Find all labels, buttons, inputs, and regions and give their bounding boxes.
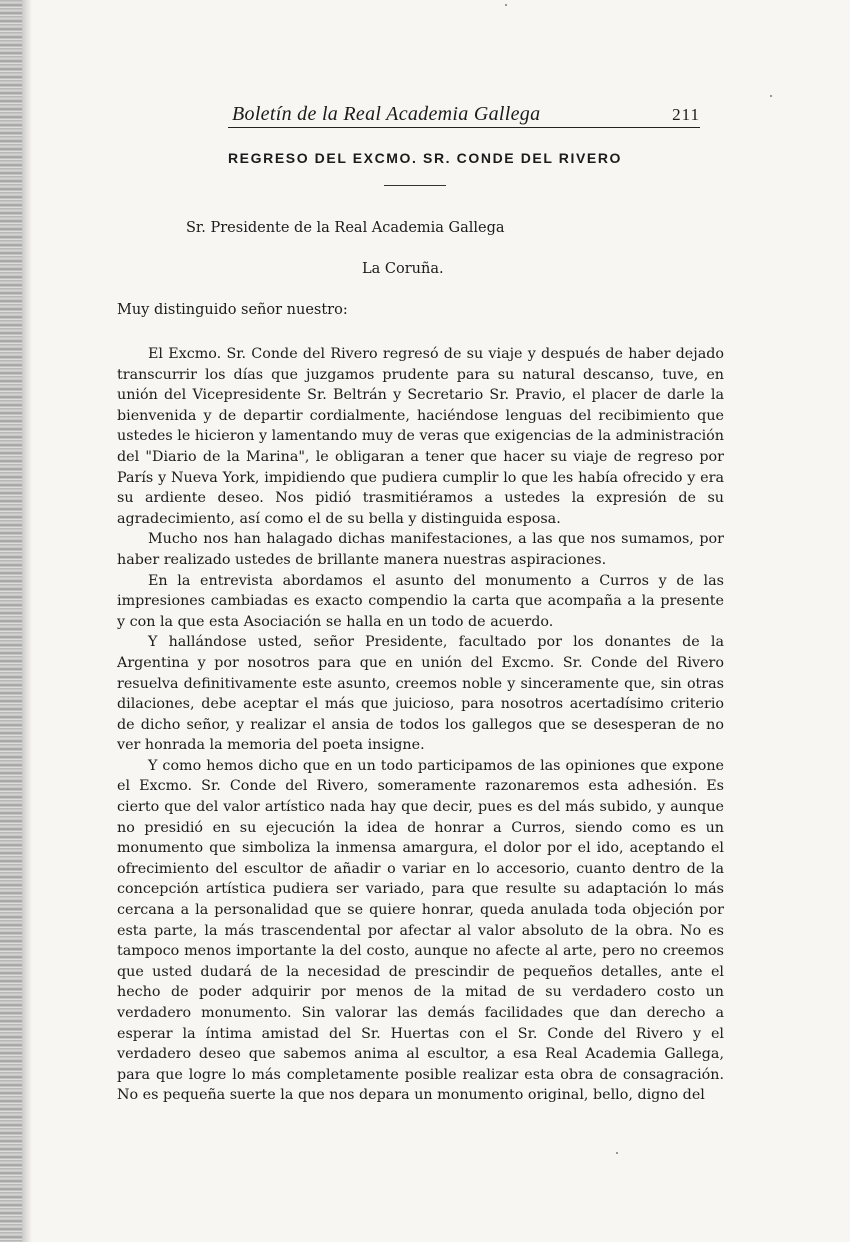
paragraph: En la entrevista abordamos el asunto del monumento a Curros y de las impresiones cambiadas es exacto compendio la carta que acompaña a la presente y con la que esta Asociación se halla en un todo de acuerdo. <box>117 572 724 630</box>
paragraph: El Excmo. Sr. Conde del Rivero regresó de su viaje y después de haber dejado transcurrir los días que juzgamos prudente para su natural descanso, tuve, en unión del Vicepresidente Sr. Beltrán y Secretario Sr. Pravio, el placer de darle la bienvenida y de departir cordialmente, haciéndose lenguas del recibimiento que ustedes le hicieron y lamentando muy de veras que exigencias de la administración del "Diario de la Marina", le obligaran a tener que hacer su viaje de regreso por París y Nueva York, impidiendo que pudiera cumplir lo que les había ofrecido y era su ardiente deseo. Nos pidió trasmitiéramos a ustedes la expresión de su agradecimiento, así como el de su bella y distinguida esposa. <box>117 346 724 527</box>
page-header <box>228 103 700 128</box>
article-title: REGRESO DEL EXCMO. SR. CONDE DEL RIVERO <box>227 150 623 166</box>
letter-body <box>117 344 724 1106</box>
scan-speck <box>770 95 772 97</box>
letter-addressee: Sr. Presidente de la Real Academia Gallega <box>186 220 505 236</box>
letter-salutation: Muy distinguido señor nuestro: <box>117 302 348 318</box>
running-title: Boletín de la Real Academia Gallega <box>232 103 541 125</box>
scan-speck <box>505 4 507 6</box>
paragraph: Y hallándose usted, señor Presidente, facultado por los donantes de la Argentina y por nosotros para que en unión del Excmo. Sr. Conde del Rivero resuelva definitivamente este asunto, creemos noble y sinceramente que, sin otras dilaciones, debe aceptar el más que juicioso, para nosotros acertadísimo criterio de dicho señor, y realizar el ansia de todos los gallegos que se desesperan de no ver honrada la memoria del poeta insigne. <box>117 634 724 754</box>
book-binding-edge <box>0 0 22 1242</box>
scan-speck <box>616 1152 618 1154</box>
letter-place: La Coruña. <box>362 261 444 277</box>
title-divider <box>384 185 446 186</box>
paragraph: Mucho nos han halagado dichas manifestaciones, a las que nos sumamos, por haber realizado ustedes de brillante manera nuestras aspiraciones. <box>117 531 724 568</box>
binding-shadow <box>22 0 32 1242</box>
paragraph: Y como hemos dicho que en un todo participamos de las opiniones que expone el Excmo. Sr. Conde del Rivero, someramente razonaremos esta adhesión. Es cierto que del valor artístico nada hay que decir, pues es del más subido, y aunque no presidió en su ejecución la idea de honrar a Curros, siendo como es un monumento que simboliza la inmensa amargura, el dolor por el ido, aceptando el ofrecimiento del escultor de añadir o variar en lo accesorio, cuanto dentro de la concepción artística pudiera ser variado, para que resulte su adaptación lo más cercana a la personalidad que se quiere honrar, queda anulada toda objeción por esta parte, la más trascendental por afectar al valor absoluto de la obra. No es tampoco menos importante la del costo, aunque no afecte al arte, pero no creemos que usted dudará de la necesidad de prescindir de pequeños detalles, ante el hecho de poder adquirir por menos de la mitad de su verdadero costo un verdadero monumento. Sin valorar las demás facilidades que dan derecho a esperar la íntima amistad del Sr. Huertas con el Sr. Conde del Rivero y el verdadero deseo que sabemos anima al escultor, a esa Real Academia Gallega, para que logre lo más completamente posible realizar esta obra de consagración. No es pequeña suerte la que nos depara un monumento original, bello, digno del <box>117 757 724 1104</box>
page-number: 211 <box>672 105 700 124</box>
